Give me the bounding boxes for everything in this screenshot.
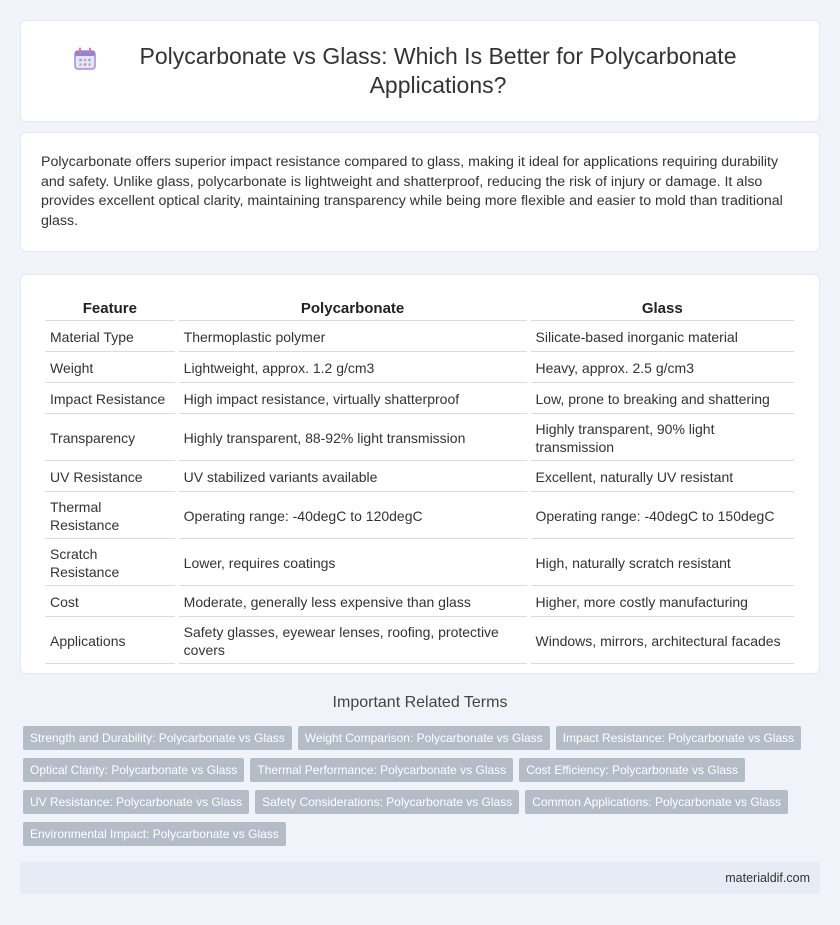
polycarbonate-cell: Lightweight, approx. 1.2 g/cm3 [179, 354, 527, 383]
intro-paragraph: Polycarbonate offers superior impact resistance compared to glass, making it ideal for applications requiring durability and safety. Unlike glass, polycarbonate is lightweight and shatterproof, reducing the risk of injury or damage. It also provides excellent optical clarity, maintaining transparency while being more flexible and easier to mold than traditional glass. [41, 154, 783, 229]
glass-cell: Excellent, naturally UV resistant [531, 463, 795, 492]
glass-cell: Silicate-based inorganic material [531, 323, 795, 352]
comparison-table-card [20, 274, 820, 674]
feature-cell: Weight [45, 354, 175, 383]
header-polycarbonate: Polycarbonate [179, 295, 527, 321]
glass-cell: Operating range: -40degC to 150degC [531, 494, 795, 539]
table-row [45, 494, 794, 539]
table-row [45, 588, 794, 617]
header-feature: Feature [45, 295, 175, 321]
footer-site-link[interactable]: materialdif.com [725, 871, 810, 885]
footer [20, 862, 820, 894]
polycarbonate-cell: Thermoplastic polymer [179, 323, 527, 352]
page-title: Polycarbonate vs Glass: Which Is Better for Polycarbonate Applications? [139, 43, 737, 98]
related-term-tag[interactable]: Cost Efficiency: Polycarbonate vs Glass [519, 758, 745, 782]
feature-cell: Scratch Resistance [45, 541, 175, 586]
polycarbonate-cell: Safety glasses, eyewear lenses, roofing, protective covers [179, 619, 527, 664]
polycarbonate-cell: UV stabilized variants available [179, 463, 527, 492]
intro-card [20, 132, 820, 252]
feature-cell: Thermal Resistance [45, 494, 175, 539]
polycarbonate-cell: Lower, requires coatings [179, 541, 527, 586]
table-row [45, 354, 794, 383]
related-terms-heading: Important Related Terms [332, 694, 508, 711]
glass-cell: Highly transparent, 90% light transmission [531, 416, 795, 461]
table-row [45, 385, 794, 414]
related-term-tag[interactable]: UV Resistance: Polycarbonate vs Glass [23, 790, 249, 814]
related-term-tag[interactable]: Common Applications: Polycarbonate vs Glass [525, 790, 788, 814]
glass-cell: Low, prone to breaking and shattering [531, 385, 795, 414]
header-glass: Glass [531, 295, 795, 321]
related-terms-list [23, 726, 813, 846]
table-row [45, 541, 794, 586]
feature-cell: UV Resistance [45, 463, 175, 492]
feature-cell: Cost [45, 588, 175, 617]
glass-cell: Windows, mirrors, architectural facades [531, 619, 795, 664]
feature-cell: Transparency [45, 416, 175, 461]
related-term-tag[interactable]: Thermal Performance: Polycarbonate vs Glass [250, 758, 513, 782]
table-header-row [45, 295, 794, 321]
feature-cell: Impact Resistance [45, 385, 175, 414]
glass-cell: Heavy, approx. 2.5 g/cm3 [531, 354, 795, 383]
feature-cell: Applications [45, 619, 175, 664]
table-row [45, 463, 794, 492]
related-term-tag[interactable]: Impact Resistance: Polycarbonate vs Glass [556, 726, 801, 750]
table-row [45, 619, 794, 664]
related-term-tag[interactable]: Environmental Impact: Polycarbonate vs Glass [23, 822, 286, 846]
table-row [45, 323, 794, 352]
related-term-tag[interactable]: Weight Comparison: Polycarbonate vs Glass [298, 726, 550, 750]
related-term-tag[interactable]: Strength and Durability: Polycarbonate vs Glass [23, 726, 292, 750]
related-term-tag[interactable]: Optical Clarity: Polycarbonate vs Glass [23, 758, 244, 782]
polycarbonate-cell: Highly transparent, 88-92% light transmission [179, 416, 527, 461]
polycarbonate-cell: High impact resistance, virtually shatterproof [179, 385, 527, 414]
glass-cell: Higher, more costly manufacturing [531, 588, 795, 617]
title-card [20, 20, 820, 122]
table-row [45, 416, 794, 461]
calendar-icon [72, 46, 98, 72]
related-term-tag[interactable]: Safety Considerations: Polycarbonate vs Glass [255, 790, 519, 814]
polycarbonate-cell: Moderate, generally less expensive than glass [179, 588, 527, 617]
comparison-table [41, 293, 798, 666]
polycarbonate-cell: Operating range: -40degC to 120degC [179, 494, 527, 539]
glass-cell: High, naturally scratch resistant [531, 541, 795, 586]
feature-cell: Material Type [45, 323, 175, 352]
